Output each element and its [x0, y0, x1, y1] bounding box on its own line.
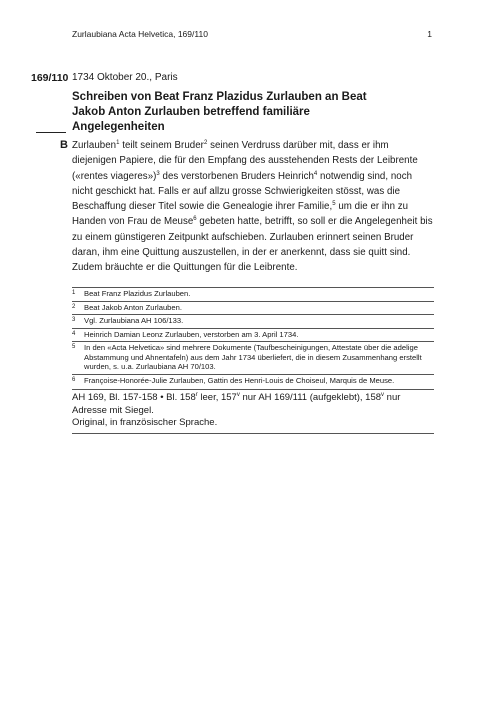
footnote-marker: 3 [156, 170, 160, 177]
footnote-marker: 4 [313, 170, 318, 177]
summary-text: gebeten hatte, betrifft, so soll er die Angelegenheit bis zu einem günstigeren Zeitpunkt aufschieben. Zurlauben erinnert seinen Bruder daran, ihm eine Quittung auszustellen, in der er anerkennt, dass sie quitt sind. Zudem bräuchte er die Quittungen für die Leibrente. [72, 216, 433, 274]
summary-text: um die er ihn zu Handen von Frau de Meuse [72, 201, 409, 228]
footnote-item [72, 341, 434, 374]
summary-text: seinen Verdruss darüber mit, dass er ihm diejenigen Papiere, die für den Empfang des ausstehenden Rests der Leibrente («rentes viageres») [72, 140, 418, 182]
source-text: nur Adresse mit Siegel. [72, 392, 401, 416]
section-label: B [60, 139, 68, 151]
footnote-text: Heinrich Damian Leonz Zurlauben, verstorben am 3. April 1734. [84, 329, 299, 339]
footnote-text: Françoise-Honorée-Julie Zurlauben, Gattin des Henri-Louis de Choiseul, Marquis de Meuse. [84, 375, 395, 385]
source-note [72, 389, 434, 434]
footnote-text: Beat Jakob Anton Zurlauben. [84, 302, 182, 312]
footnote-item [72, 328, 434, 342]
document-date: 1734 Oktober 20., Paris [72, 72, 178, 83]
source-text: AH 169, Bl. 157-158 • Bl. 158 [72, 392, 196, 403]
summary-text: teilt seinem Bruder [119, 140, 204, 151]
footnote-number: 6 [72, 376, 76, 383]
footnote-marker: 2 [203, 139, 208, 146]
summary-text: notwendig sind, noch nicht geschickt hat. Falls er auf allzu grosse Schwierigkeiten stösst, was die Beschaffung dieser Titel sowie die Genealogie ihrer Familie, [72, 170, 413, 213]
running-header-title: Zurlaubiana Acta Helvetica, 169/110 [72, 29, 208, 39]
source-superscript: v [381, 391, 385, 398]
footnote-text: Vgl. Zurlaubiana AH 106/133. [84, 316, 184, 325]
summary-text: des verstorbenen Bruders Heinrich [159, 170, 314, 182]
section-rule [36, 132, 66, 133]
footnote-marker: 1 [116, 139, 120, 146]
footnote-number: 4 [72, 330, 76, 337]
footnote-text: In den «Acta Helvetica» sind mehrere Dokumente (Taufbescheinigungen, Attestate über die adelige Abstammung und Ahnentafeln) aus dem Jahr 1734 überliefert, die in diesem Zusammenhang erstellt wurden, s. u.a. Zurlaubiana AH 70/103. [84, 343, 422, 371]
source-text: leer, 157 [197, 392, 237, 403]
document-number: 169/110 [31, 72, 69, 84]
source-text: nur AH 169/111 (aufgeklebt), 158 [239, 392, 382, 403]
source-line-1 [72, 392, 434, 417]
page-number: 1 [427, 29, 432, 39]
footnote-number: 5 [72, 344, 76, 350]
footnote-marker: 6 [193, 216, 197, 223]
footnote-item [72, 287, 434, 301]
footnote-item [72, 374, 434, 388]
footnote-item [72, 314, 434, 328]
footnote-marker: 5 [332, 200, 336, 207]
footnote-item [72, 301, 434, 315]
footnote-number: 3 [72, 317, 76, 323]
summary-paragraph [72, 138, 434, 276]
summary-text: Zurlauben [72, 140, 117, 151]
document-title: Schreiben von Beat Franz Plazidus Zurlauben an Beat Jakob Anton Zurlauben betreffend familiäre Angelegenheiten [72, 91, 367, 133]
footnotes [72, 287, 434, 434]
source-line-2: Original, in französischer Sprache. [72, 417, 218, 428]
footnote-number: 1 [72, 290, 76, 296]
source-superscript: v [236, 391, 240, 398]
footnote-number: 2 [72, 303, 76, 310]
source-superscript: r [195, 391, 198, 398]
footnote-text: Beat Franz Plazidus Zurlauben. [84, 289, 191, 298]
